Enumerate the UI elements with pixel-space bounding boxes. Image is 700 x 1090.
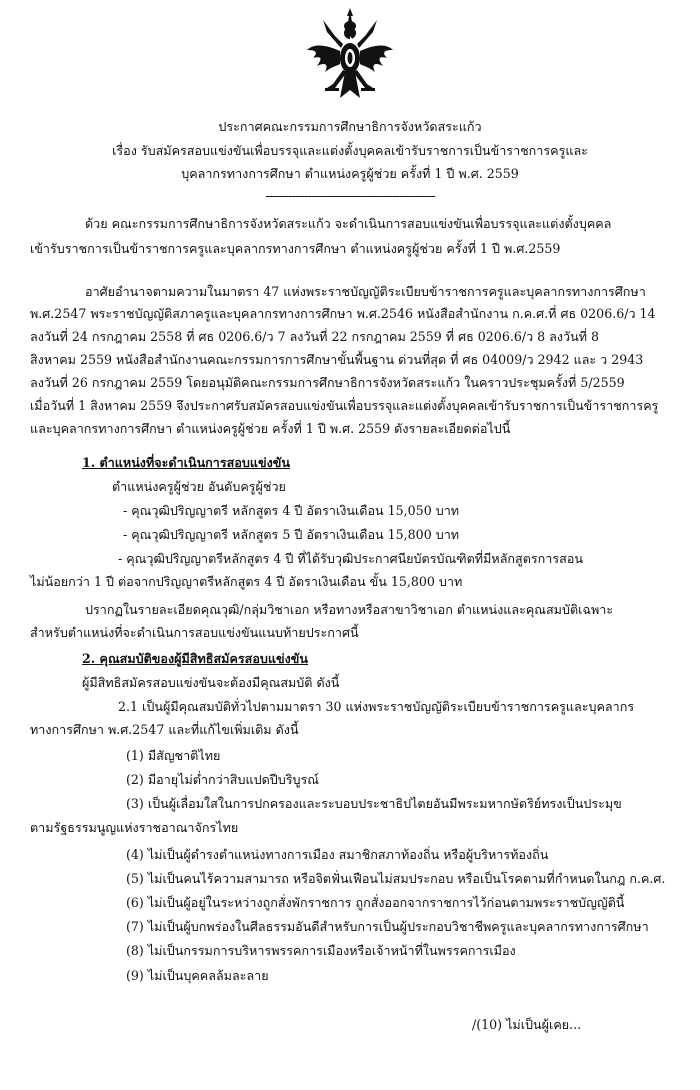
separator: ----------------------------------------------------	[265, 188, 435, 203]
section-1-heading: 1. ตำแหน่งที่จะดำเนินการสอบแข่งขัน	[82, 455, 290, 470]
criterion-1: (1) มีสัญชาติไทย	[126, 748, 221, 763]
authority-line-4: สิงหาคม 2559 หนังสือสำนักงานคณะกรรมการการศึกษาขั้นพื้นฐาน ด่วนที่สุด ที่ ศธ 04009/ว 2942 และ ว 2943	[30, 352, 644, 367]
qualification-note-1: ปรากฏในรายละเอียดคุณวุฒิ/กลุ่มวิชาเอก หรือทางหรือสาขาวิชาเอก ตำแหน่งและคุณสมบัติเฉพาะ	[85, 602, 614, 617]
intro-line-2: เข้ารับราชการเป็นข้าราชการครูและบุคลากรทางการศึกษา ตำแหน่งครูผู้ช่วย ครั้งที่ 1 ปี พ.ศ.2559	[30, 241, 561, 256]
page-continuation: /(10) ไม่เป็นผู้เคย...	[472, 1017, 582, 1032]
authority-line-2: พ.ศ.2547 พระราชบัญญัติสภาครูและบุคลากรทางการศึกษา พ.ศ.2546 หนังสือสำนักงาน ก.ค.ศ.ที่ ศธ 0206.6/ว 14	[30, 306, 656, 321]
criterion-3: (3) เป็นผู้เลื่อมใสในการปกครองและระบอบประชาธิปไตยอันมีพระมหากษัตริย์ทรงเป็นประมุข	[126, 796, 622, 811]
authority-line-3: ลงวันที่ 24 กรกฎาคม 2558 ที่ ศธ 0206.6/ว 7 ลงวันที่ 22 กรกฎาคม 2559 ที่ ศธ 0206.6/ว 8 ลงวันที่ 8	[30, 329, 600, 344]
intro-line-1: ด้วย คณะกรรมการศึกษาธิการจังหวัดสระแก้ว จะดำเนินการสอบแข่งขันเพื่อบรรจุและแต่งตั้งบุคคล	[85, 216, 612, 231]
section-2-intro: ผู้มีสิทธิสมัครสอบแข่งขันจะต้องมีคุณสมบัติ ดังนี้	[82, 675, 340, 690]
criterion-8: (8) ไม่เป็นกรรมการบริหารพรรคการเมืองหรือเจ้าหน้าที่ในพรรคการเมือง	[126, 943, 516, 958]
criterion-5: (5) ไม่เป็นคนไร้ความสามารถ หรือจิตฟั่นเฟือนไม่สมประกอบ หรือเป็นโรคตามที่กำหนดในกฎ ก.ค.ศ.	[126, 871, 666, 886]
salary-item-3-continued: ไม่น้อยกว่า 1 ปี ต่อจากปริญญาตรีหลักสูตร 4 ปี อัตราเงินเดือน ขั้น 15,800 บาท	[30, 574, 463, 589]
authority-line-5: ลงวันที่ 26 กรกฎาคม 2559 โดยอนุมัติคณะกรรมการศึกษาธิการจังหวัดสระแก้ว ในคราวประชุมครั้งที่ 5/2559	[30, 375, 625, 390]
criterion-3-continued: ตามรัฐธรรมนูญแห่งราชอาณาจักรไทย	[30, 820, 239, 835]
criterion-6: (6) ไม่เป็นผู้อยู่ในระหว่างถูกสั่งพักราชการ ถูกสั่งออกจากราชการไว้ก่อนตามพระราชบัญญัตินี้	[126, 895, 625, 910]
criterion-2: (2) มีอายุไม่ต่ำกว่าสิบแปดปีบริบูรณ์	[126, 772, 319, 787]
announcement-title: ประกาศคณะกรรมการศึกษาธิการจังหวัดสระแก้ว	[218, 119, 482, 134]
salary-item-2: - คุณวุฒิปริญญาตรี หลักสูตร 5 ปี อัตราเงินเดือน 15,800 บาท	[123, 527, 460, 542]
authority-line-6: เมื่อวันที่ 1 สิงหาคม 2559 จึงประกาศรับสมัครสอบแข่งขันเพื่อบรรจุและแต่งตั้งบุคคลเข้ารับราชการเป็นข้าราชการครู	[30, 398, 659, 413]
section-2-heading: 2. คุณสมบัติของผู้มีสิทธิสมัครสอบแข่งขัน	[82, 651, 308, 666]
criterion-4: (4) ไม่เป็นผู้ดำรงตำแหน่งทางการเมือง สมาชิกสภาท้องถิ่น หรือผู้บริหารท้องถิ่น	[126, 847, 549, 862]
authority-line-7: และบุคลากรทางการศึกษา ตำแหน่งครูผู้ช่วย ครั้งที่ 1 ปี พ.ศ. 2559 ดังรายละเอียดต่อไปนี้	[30, 421, 511, 436]
authority-line-1: อาศัยอำนาจตามความในมาตรา 47 แห่งพระราชบัญญัติระเบียบข้าราชการครูและบุคลากรทางการศึกษา	[85, 284, 646, 299]
criterion-7: (7) ไม่เป็นผู้บกพร่องในศีลธรรมอันดีสำหรับการเป็นผู้ประกอบวิชาชีพครูและบุคลากรทางการศึกษา	[126, 919, 649, 934]
salary-item-1: - คุณวุฒิปริญญาตรี หลักสูตร 4 ปี อัตราเงินเดือน 15,050 บาท	[123, 503, 460, 518]
subject-line-continued: บุคลากรทางการศึกษา ตำแหน่งครูผู้ช่วย ครั้งที่ 1 ปี พ.ศ. 2559	[181, 166, 519, 181]
sub-section-2-1-continued: ทางการศึกษา พ.ศ.2547 และที่แก้ไขเพิ่มเติม ดังนี้	[30, 722, 299, 737]
sub-section-2-1: 2.1 เป็นผู้มีคุณสมบัติทั่วไปตามมาตรา 30 แห่งพระราชบัญญัติระเบียบข้าราชการครูและบุคลากร	[118, 699, 635, 714]
garuda-emblem-icon	[305, 6, 395, 106]
criterion-9: (9) ไม่เป็นบุคคลล้มละลาย	[126, 968, 269, 983]
section-1-subheading: ตำแหน่งครูผู้ช่วย อันดับครูผู้ช่วย	[112, 479, 286, 494]
qualification-note-2: สำหรับตำแหน่งที่จะดำเนินการสอบแข่งขันแนบท้ายประกาศนี้	[30, 625, 359, 640]
salary-item-3: - คุณวุฒิปริญญาตรีหลักสูตร 4 ปี ที่ได้รับวุฒิประกาศนียบัตรบัณฑิตที่มีหลักสูตรการสอน	[118, 551, 584, 566]
subject-line: เรื่อง รับสมัครสอบแข่งขันเพื่อบรรจุและแต่งตั้งบุคคลเข้ารับราชการเป็นข้าราชการครูและ	[112, 143, 588, 158]
